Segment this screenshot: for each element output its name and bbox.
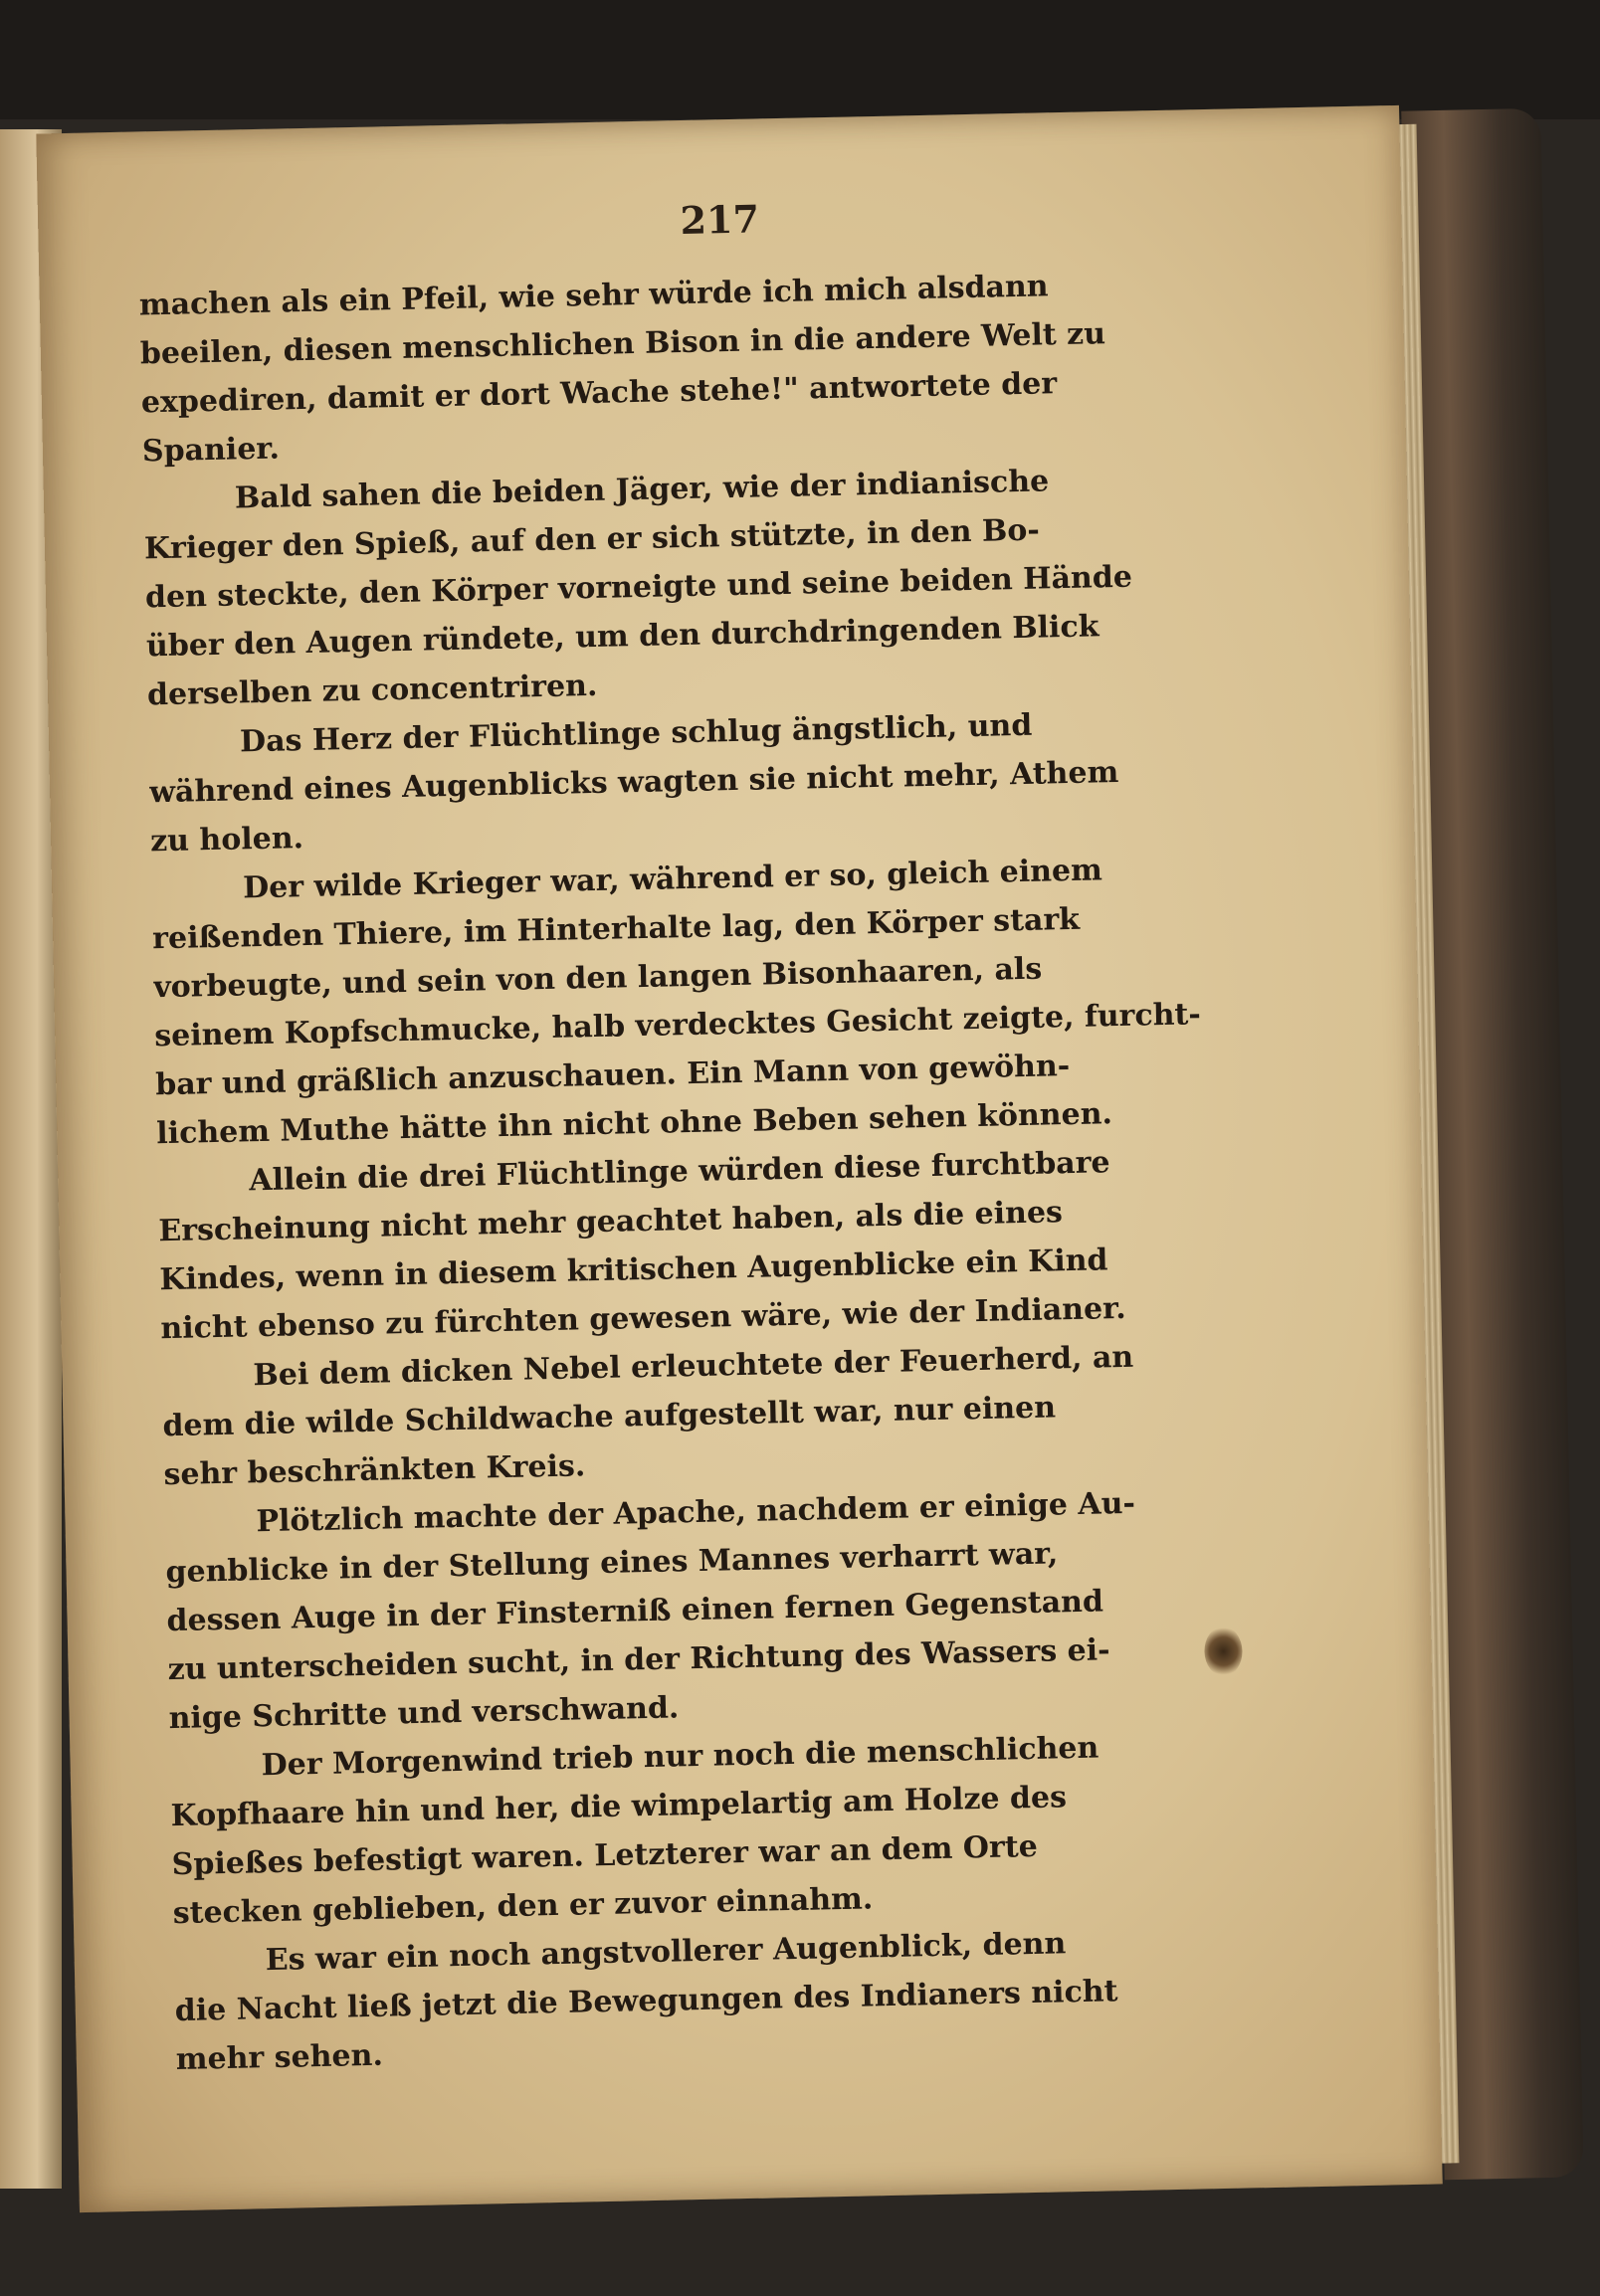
text-line: Allein die drei Flüchtlinge würden diese furchtbare	[248, 1145, 1110, 1199]
text-line: Plötzlich machte der Apache, nachdem er einige Au-	[256, 1485, 1136, 1540]
text-line: dessen Auge in der Finsterniß einen fernen Gegenstand	[166, 1584, 1104, 1639]
text-line: bar und gräßlich anzuschauen. Ein Mann von gewöhn-	[154, 1049, 1071, 1103]
text-line: zu holen.	[149, 821, 304, 860]
text-line: derselben zu concentriren.	[146, 668, 598, 713]
text-line: sehr beschränkten Kreis.	[163, 1448, 586, 1493]
book-page	[36, 105, 1442, 2212]
paragraph	[148, 696, 1266, 865]
text-line: Spießes befestigt waren. Letzterer war an dem Orte	[171, 1828, 1039, 1883]
text-line: Bald sahen die beiden Jäger, wie der indianische	[234, 464, 1050, 516]
text-line: nige Schritte und verschwand.	[168, 1690, 680, 1737]
text-line: reißenden Thiere, im Hinterhalte lag, den Körper stark	[151, 901, 1081, 957]
paragraph	[138, 258, 1257, 476]
text-line: stecken geblieben, den er zuvor einnahm.	[172, 1881, 874, 1932]
body-text	[138, 258, 1291, 2084]
text-line: Der Morgenwind trieb nur noch die menschlichen	[261, 1730, 1100, 1784]
text-line: beeilen, diesen menschlichen Bison in die andere Welt zu	[139, 316, 1106, 372]
paragraph	[157, 1135, 1276, 1353]
text-line: Spanier.	[141, 431, 281, 470]
text-line: Das Herz der Flüchtlinge schlug ängstlich, und	[239, 707, 1033, 760]
text-line: Krieger den Spieß, auf den er sich stützte, in den Bo-	[143, 512, 1041, 567]
text-line: machen als ein Pfeil, wie sehr würde ich mich alsdann	[138, 269, 1049, 323]
text-line: expediren, damit er dort Wache stehe!" antwortete der	[140, 366, 1058, 421]
paragraph	[161, 1330, 1279, 1499]
text-line: über den Augen ründete, um den durchdringenden Blick	[145, 609, 1100, 665]
paragraph	[164, 1476, 1284, 1743]
page-number: 217	[680, 196, 760, 244]
text-line: mehr sehen.	[175, 2037, 384, 2078]
text-line: den steckte, den Körper vorneigte und seine beiden Hände	[144, 559, 1133, 616]
text-line: die Nacht ließ jetzt die Bewegungen des Indianers nicht	[174, 1974, 1118, 2029]
text-line: nicht ebenso zu fürchten gewesen wäre, wie der Indianer.	[160, 1290, 1126, 1347]
background	[0, 0, 1600, 119]
text-line: Erscheinung nicht mehr geachtet haben, als die eines	[158, 1195, 1064, 1249]
text-line: während eines Augenblicks wagten sie nicht mehr, Athem	[148, 754, 1119, 811]
paragraph	[142, 453, 1262, 719]
text-line: Bei dem dicken Nebel erleuchtete der Feuerherd, an	[253, 1339, 1134, 1394]
text-line: Der wilde Krieger war, während er so, gleich einem	[242, 853, 1103, 906]
paragraph	[169, 1720, 1288, 1938]
text-line: Kindes, wenn in diesem kritischen Augenblicke ein Kind	[159, 1243, 1108, 1298]
text-line: zu unterscheiden sucht, in der Richtung des Wassers ei-	[167, 1632, 1110, 1688]
text-line: genblicke in der Stellung eines Mannes verharrt war,	[165, 1536, 1059, 1591]
text-line: dem die wilde Schildwache aufgestellt war, nur einen	[162, 1390, 1057, 1444]
text-line: lichem Muthe hätte ihn nicht ohne Beben sehen können.	[155, 1096, 1113, 1152]
text-line: vorbeugte, und sein von den langen Bisonhaaren, als	[152, 951, 1043, 1006]
text-line: seinem Kopfschmucke, halb verdecktes Gesicht zeigte, furcht-	[153, 997, 1202, 1054]
paragraph	[151, 843, 1272, 1158]
paragraph	[173, 1915, 1291, 2084]
text-line: Es war ein noch angstvollerer Augenblick, denn	[265, 1926, 1067, 1979]
text-line: Kopfhaare hin und her, die wimpelartig am Holze des	[170, 1780, 1068, 1834]
